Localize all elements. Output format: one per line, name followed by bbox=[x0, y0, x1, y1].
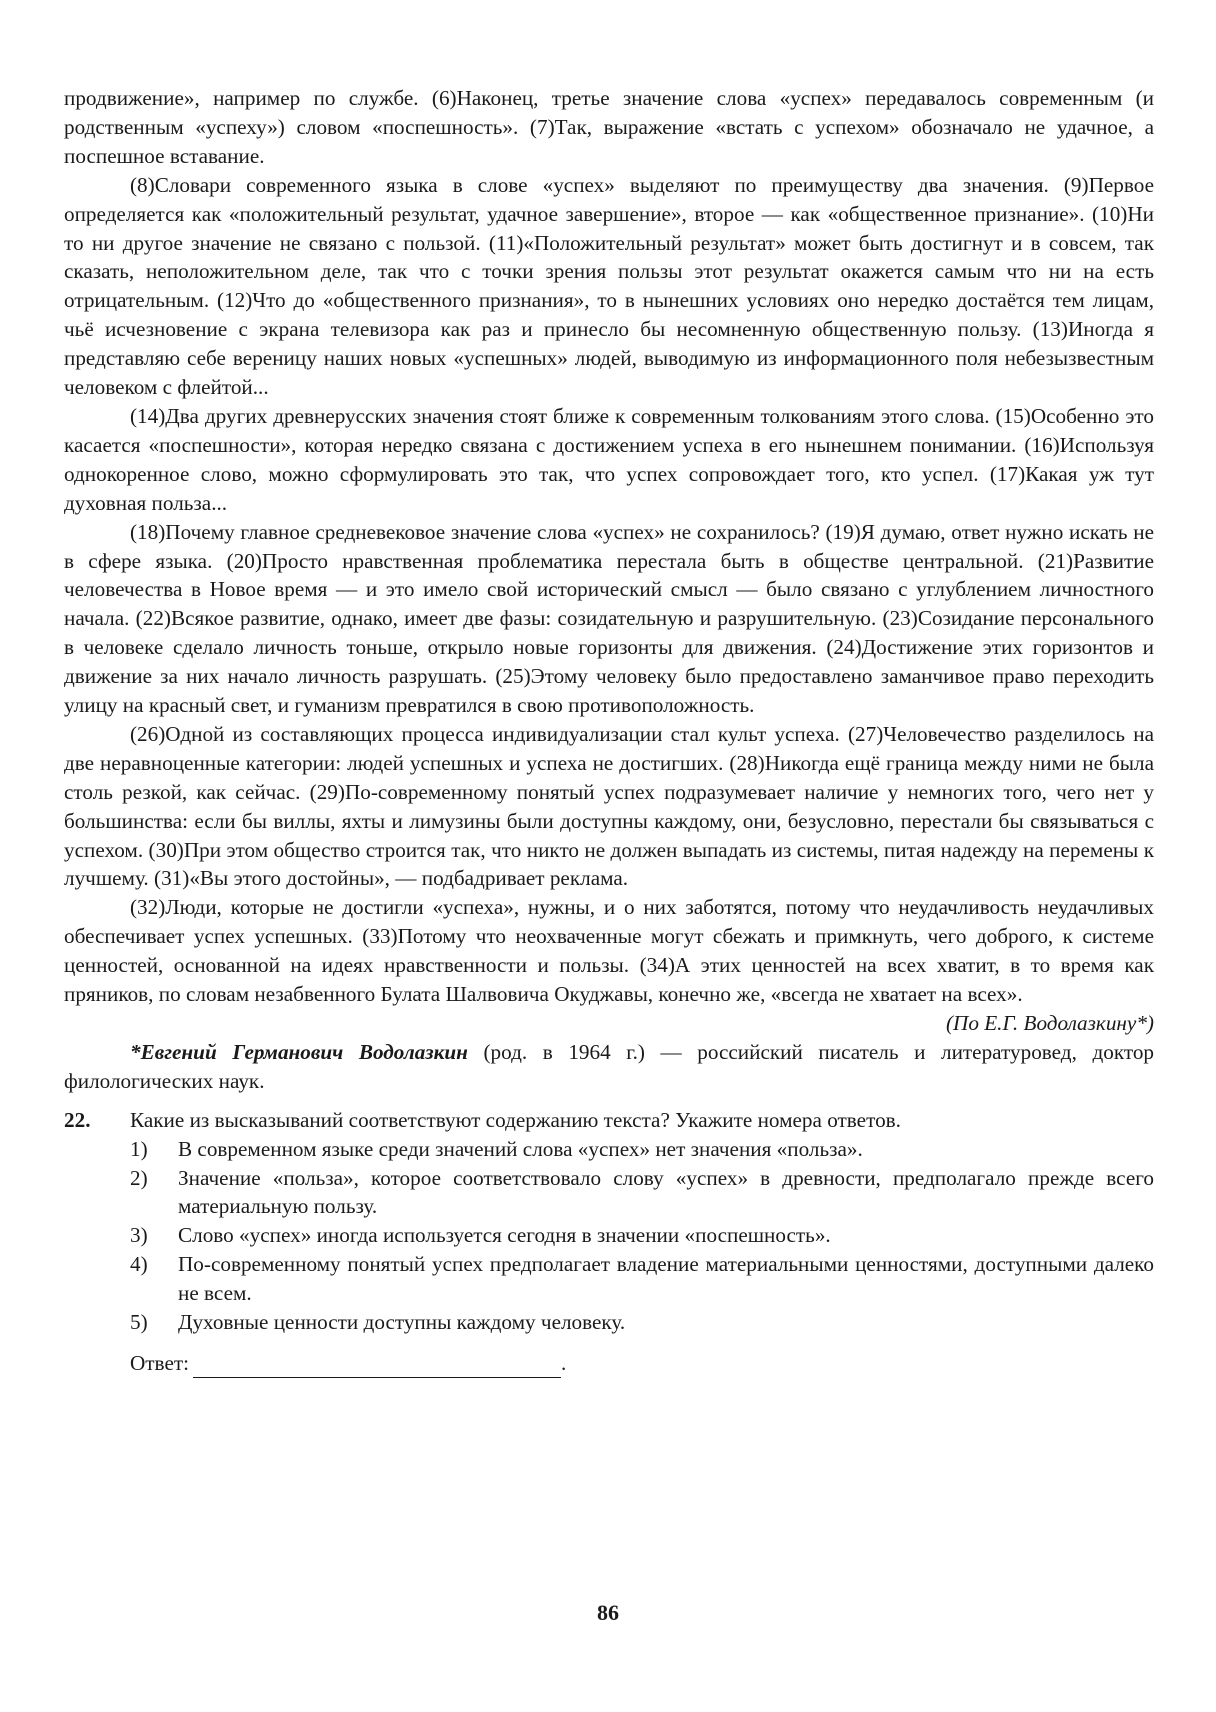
document-page bbox=[64, 84, 1154, 1378]
option-2 bbox=[130, 1164, 1154, 1222]
footnote-text: (род. в 1964 г.) — российский писатель и литературовед, доктор филологических наук. bbox=[64, 1039, 1155, 1093]
option-4 bbox=[130, 1250, 1154, 1308]
option-number: 1) bbox=[130, 1136, 148, 1161]
answer-field[interactable] bbox=[193, 1355, 561, 1378]
paragraph-5: (26)Одной из составляющих процесса индивидуализации стал культ успеха. (27)Человечество разделилось на две неравноценные категории: людей успешных и успеха не достигших. (28)Никогда ещё граница между ними не была столь резкой, как сейчас. (29)По-современному понятый успех подразумевает наличие у немногих того, чего нет у большинства: если бы виллы, яхты и лимузины были доступны каждому, они, безусловно, перестали бы связываться с успехом. (30)При этом общество строится так, что никто не должен выпадать из системы, питая надежду на перемены к лучшему. (31)«Вы этого достойны», — подбадривает реклама. bbox=[64, 721, 1154, 891]
option-number: 3) bbox=[130, 1223, 148, 1248]
option-text: Значение «польза», которое соответствовало слову «успех» в древности, предполагало прежде всего материальную пользу. bbox=[178, 1165, 1154, 1219]
answer-row bbox=[130, 1349, 1154, 1378]
option-number: 5) bbox=[130, 1310, 148, 1335]
task-question: Какие из высказываний соответствуют содержанию текста? Укажите номера ответов. bbox=[130, 1107, 901, 1132]
author-footnote bbox=[64, 1038, 1154, 1096]
option-text: По-современному понятый успех предполагает владение материальными ценностями, доступными далеко не всем. bbox=[178, 1252, 1154, 1306]
option-text: Духовные ценности доступны каждому человеку. bbox=[178, 1310, 626, 1335]
option-number: 4) bbox=[130, 1252, 148, 1277]
option-text: В современном языке среди значений слова «успех» нет значения «польза». bbox=[178, 1136, 863, 1161]
option-number: 2) bbox=[130, 1165, 148, 1190]
answer-period: . bbox=[561, 1350, 567, 1375]
paragraph-4: (18)Почему главное средневековое значение слова «успех» не сохранилось? (19)Я думаю, ответ нужно искать не в сфере языка. (20)Просто нравственная проблематика перестала быть в обществе центральной. (21)Развитие человечества в Новое время — и это имело свой исторический смысл — было связано с углублением личностного начала. (22)Всякое развитие, однако, имеет две фазы: созидательную и разрушительную. (23)Созидание персонального в человеке сделало личность тоньше, открыло новые горизонты для движения. (24)Достижение этих горизонтов и движение за них начало личность разрушать. (25)Этому человеку было предоставлено заманчивое право переходить улицу на красный свет, и гуманизм превратился в свою противоположность. bbox=[64, 519, 1154, 718]
source-attribution: (По Е.Г. Водолазкину*) bbox=[945, 1011, 1154, 1035]
answer-options bbox=[130, 1135, 1154, 1337]
page-number: 86 bbox=[597, 1600, 619, 1625]
option-text: Слово «успех» иногда используется сегодня в значении «поспешность». bbox=[178, 1223, 831, 1248]
paragraph-6: (32)Люди, которые не достигли «успеха», нужны, и о них заботятся, потому что неудачливость неудачливых обеспечивает успех успешных. (33)Потому что неохваченные могут сбежать и примкнуть, чего доброго, к системе ценностей, основанной на идеях нравственности и пользы. (34)А этих ценностей на всех хватит, в то время как пряников, по словам незабвенного Булата Шалвовича Окуджавы, конечно же, «всегда не хватает на всех». bbox=[64, 895, 1154, 1007]
option-5 bbox=[130, 1308, 1154, 1337]
option-3 bbox=[130, 1221, 1154, 1250]
paragraph-3: (14)Два других древнерусских значения стоят ближе к современным толкованиям этого слова. (15)Особенно это касается «поспешности», которая нередко связана с достижением успеха в его нынешнем понимании. (16)Используя однокоренное слово, можно сформулировать это так, что успех сопровождает того, кто успел. (17)Какая уж тут духовная польза... bbox=[64, 403, 1154, 515]
footnote-author-name: *Евгений Германович Водолазкин bbox=[130, 1039, 468, 1064]
task-number: 22. bbox=[64, 1107, 91, 1132]
option-1 bbox=[130, 1135, 1154, 1164]
task-22 bbox=[64, 1106, 1154, 1135]
answer-label: Ответ: bbox=[130, 1350, 189, 1375]
paragraph-1: продвижение», например по службе. (6)Наконец, третье значение слова «успех» передавалось современным (и родственным «успеху») словом «поспешность». (7)Так, выражение «встать с успехом» обозначало не удачное, а поспешное вставание. bbox=[64, 86, 1154, 168]
paragraph-2: (8)Словари современного языка в слове «успех» выделяют по преимуществу два значения. (9)Первое определяется как «положительный результат, удачное завершение», второе — как «общественное признание». (10)Ни то ни другое значение не связано с пользой. (11)«Положительный результат» может быть достигнут и в совсем, так сказать, неположительном деле, так что с точки зрения пользы этот результат окажется самым что ни на есть отрицательным. (12)Что до «общественного признания», то в нынешних условиях оно нередко достаётся тем лицам, чьё исчезновение с экрана телевизора как раз и принесло бы несомненную общественную пользу. (13)Иногда я представляю себе вереницу наших новых «успешных» людей, выводимую из информационного поля небезызвестным человеком с флейтой... bbox=[64, 172, 1154, 400]
